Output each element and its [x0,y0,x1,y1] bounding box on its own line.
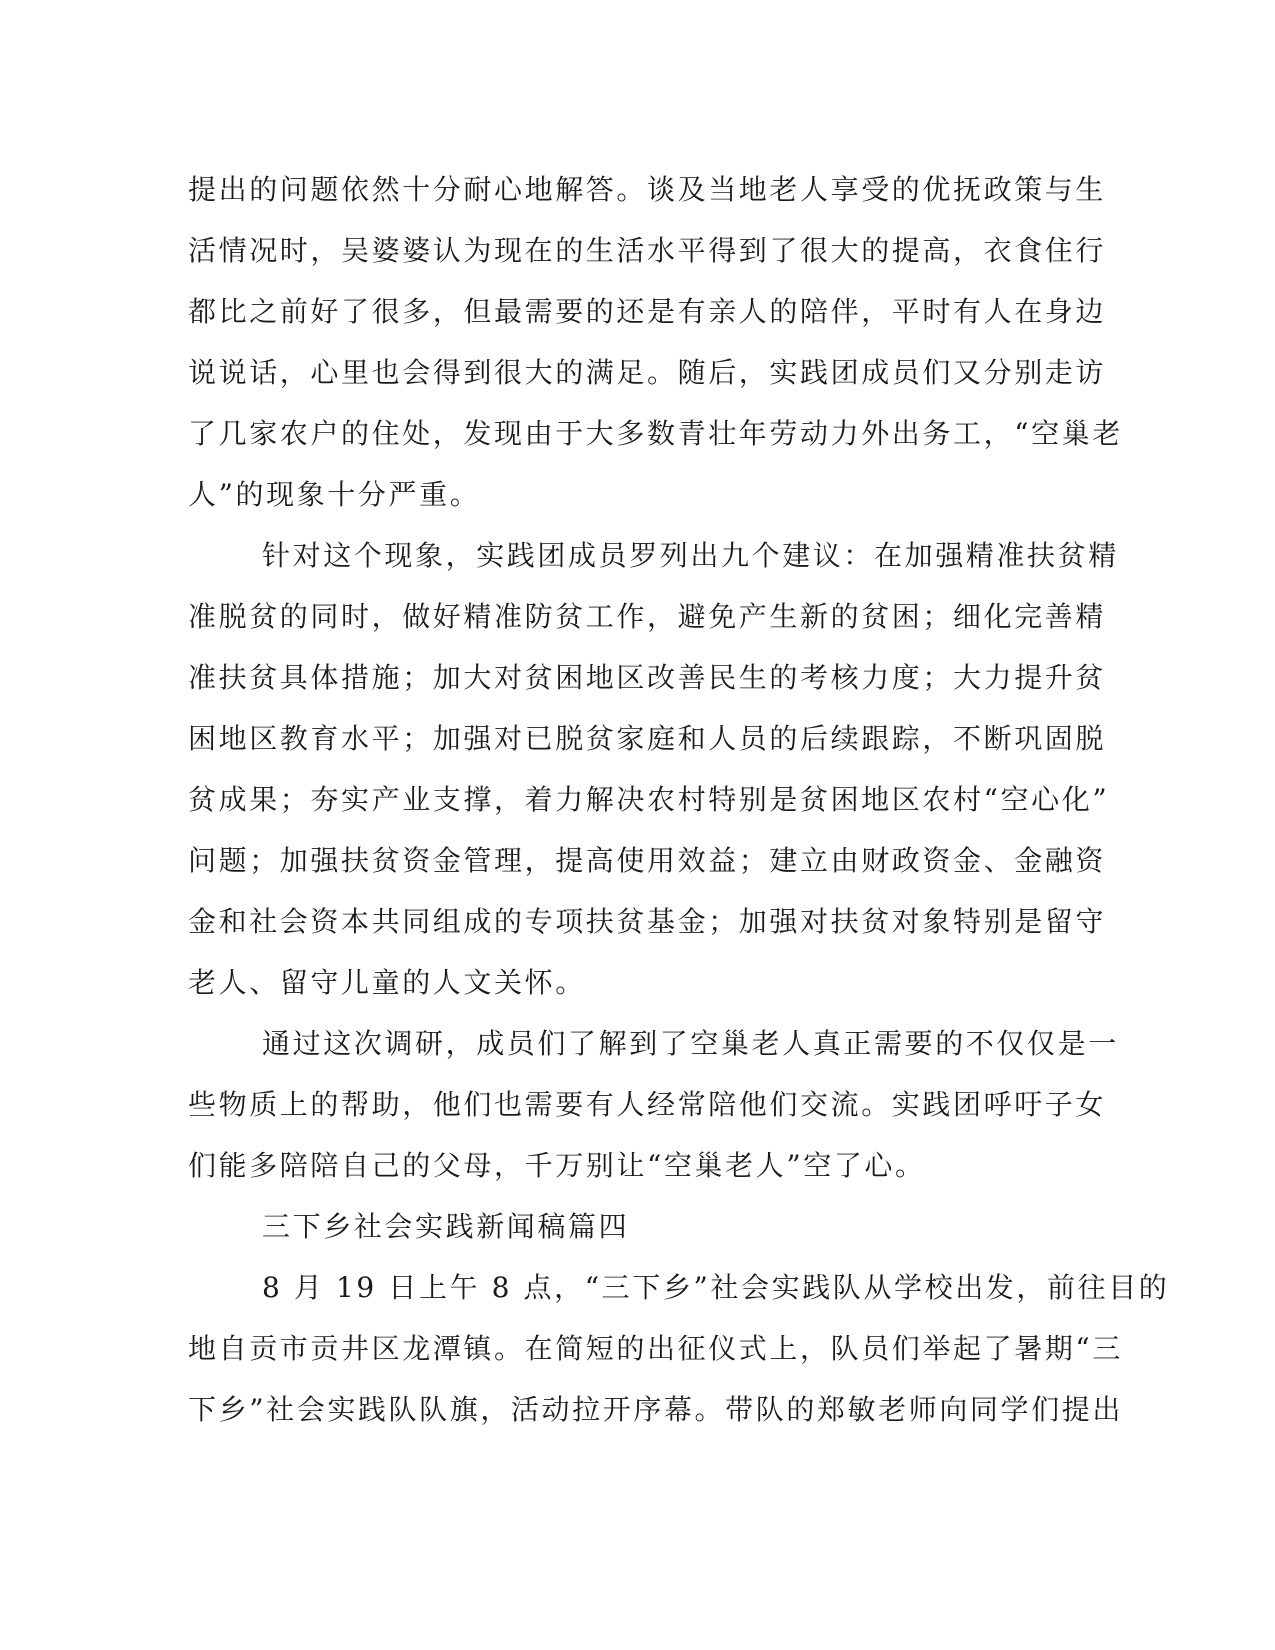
paragraph [188,525,1119,1013]
text-line: 说说话，心里也会得到很大的满足。随后，实践团成员们又分别走访 [188,356,1107,389]
paragraph [188,159,1123,525]
text-line: 了几家农户的住处，发现由于大多数青壮年劳动力外出务工，“空巢老 [188,417,1123,450]
text-line: 老人、留守儿童的人文关怀。 [188,966,586,999]
text-line: 针对这个现象，实践团成员罗列出九个建议：在加强精准扶贫精 [262,539,1119,572]
document-body [188,159,1170,1440]
text-line: 金和社会资本共同组成的专项扶贫基金；加强对扶贫对象特别是留守 [188,905,1107,938]
text-line: 下乡”社会实践队队旗，活动拉开序幕。带队的郑敏老师向同学们提出 [188,1393,1123,1426]
text-line: 提出的问题依然十分耐心地解答。谈及当地老人享受的优抚政策与生 [188,173,1107,206]
text-line: 准脱贫的同时，做好精准防贫工作，避免产生新的贫困；细化完善精 [188,600,1107,633]
text-line: 通过这次调研，成员们了解到了空巢老人真正需要的不仅仅是一 [262,1027,1119,1060]
text-line: 都比之前好了很多，但最需要的还是有亲人的陪伴，平时有人在身边 [188,295,1107,328]
text-line: 活情况时，吴婆婆认为现在的生活水平得到了很大的提高，衣食住行 [188,234,1107,267]
text-line: 准扶贫具体措施；加大对贫困地区改善民生的考核力度；大力提升贫 [188,661,1107,694]
text-line: 们能多陪陪自己的父母，千万别让“空巢老人”空了心。 [188,1149,926,1182]
text-line: 贫成果；夯实产业支撑，着力解决农村特别是贫困地区农村“空心化” [188,783,1110,816]
section-heading [188,1196,1073,1257]
text-line: 问题；加强扶贫资金管理，提高使用效益；建立由财政资金、金融资 [188,844,1107,877]
text-line: 困地区教育水平；加强对已脱贫家庭和人员的后续跟踪，不断巩固脱 [188,722,1107,755]
text-line: 人”的现象十分严重。 [188,478,481,511]
text-line: 地自贡市贡井区龙潭镇。在简短的出征仪式上，队员们举起了暑期“三 [188,1332,1123,1365]
text-line: 些物质上的帮助，他们也需要有人经常陪他们交流。实践团呼吁子女 [188,1088,1107,1121]
section-title: 三下乡社会实践新闻稿篇四 [262,1210,630,1243]
text-line: 8 月 19 日上午 8 点，“三下乡”社会实践队从学校出发，前往目的 [262,1271,1170,1304]
paragraph [188,1257,1170,1440]
paragraph [188,1013,1119,1196]
